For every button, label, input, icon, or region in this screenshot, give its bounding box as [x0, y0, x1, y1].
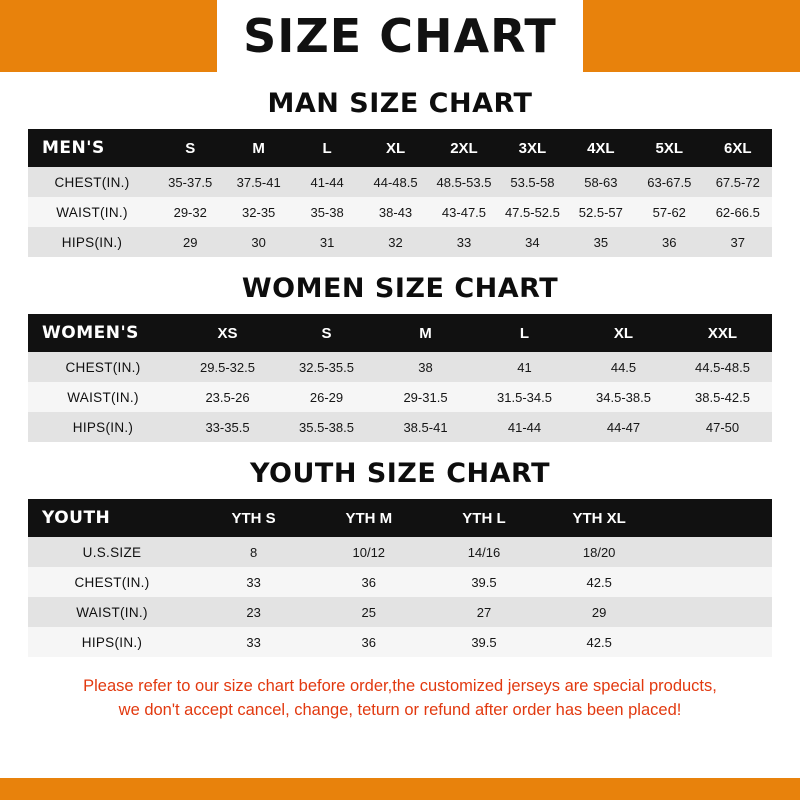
- content: [0, 88, 800, 723]
- section-title-men: MAN SIZE CHART: [267, 88, 533, 119]
- youth-waist-l: 27: [426, 597, 541, 627]
- youth-row-waist-label: WAIST(IN.): [28, 597, 196, 627]
- women-header-m: M: [376, 314, 475, 352]
- women-waist-xxl: 38.5-42.5: [673, 382, 772, 412]
- youth-chest-s: 33: [196, 567, 311, 597]
- youth-ussize-blank: [657, 537, 772, 567]
- header-band-right-edge: [774, 0, 800, 72]
- men-hips-3xl: 34: [498, 227, 566, 257]
- women-waist-s: 26-29: [277, 382, 376, 412]
- table-row: [28, 597, 772, 627]
- women-hips-xl: 44-47: [574, 412, 673, 442]
- youth-row-ussize-label: U.S.SIZE: [28, 537, 196, 567]
- men-hips-l: 31: [293, 227, 361, 257]
- youth-waist-xl: 29: [542, 597, 657, 627]
- bottom-band: [0, 778, 800, 800]
- women-chest-s: 32.5-35.5: [277, 352, 376, 382]
- men-chest-4xl: 58-63: [567, 167, 635, 197]
- men-chest-xl: 44-48.5: [361, 167, 429, 197]
- women-waist-xs: 23.5-26: [178, 382, 277, 412]
- men-header-l: L: [293, 129, 361, 167]
- youth-header-blank: [657, 499, 772, 537]
- men-waist-xl: 38-43: [361, 197, 429, 227]
- youth-hips-blank: [657, 627, 772, 657]
- youth-hips-m: 36: [311, 627, 426, 657]
- youth-size-table: [28, 499, 772, 657]
- women-hips-m: 38.5-41: [376, 412, 475, 442]
- section-title-youth: YOUTH SIZE CHART: [249, 458, 551, 489]
- youth-waist-m: 25: [311, 597, 426, 627]
- women-hips-l: 41-44: [475, 412, 574, 442]
- men-table-body: [28, 167, 772, 257]
- men-header-4xl: 4XL: [567, 129, 635, 167]
- men-waist-s: 29-32: [156, 197, 224, 227]
- footer-note-line-2: we don't accept cancel, change, teturn or refund after order has been placed!: [118, 700, 682, 719]
- women-table-body: [28, 352, 772, 442]
- youth-ussize-xl: 18/20: [542, 537, 657, 567]
- table-header-row: [28, 314, 772, 352]
- women-header-xl: XL: [574, 314, 673, 352]
- table-row: [28, 412, 772, 442]
- men-chest-5xl: 63-67.5: [635, 167, 703, 197]
- youth-waist-blank: [657, 597, 772, 627]
- women-header-xxl: XXL: [673, 314, 772, 352]
- youth-header-xl: YTH XL: [542, 499, 657, 537]
- women-table-header: [28, 314, 772, 352]
- women-header-s: S: [277, 314, 376, 352]
- men-header-s: S: [156, 129, 224, 167]
- footer-note-line-1: Please refer to our size chart before order,the customized jerseys are special products,: [83, 677, 717, 695]
- table-row: [28, 227, 772, 257]
- men-row-chest-label: CHEST(IN.): [28, 167, 156, 197]
- header-band: [0, 0, 800, 72]
- men-waist-5xl: 57-62: [635, 197, 703, 227]
- youth-header-s: YTH S: [196, 499, 311, 537]
- youth-table-header: [28, 499, 772, 537]
- youth-chest-blank: [657, 567, 772, 597]
- footer-note: [28, 675, 772, 723]
- men-row-waist-label: WAIST(IN.): [28, 197, 156, 227]
- women-chest-l: 41: [475, 352, 574, 382]
- youth-ussize-m: 10/12: [311, 537, 426, 567]
- youth-ussize-s: 8: [196, 537, 311, 567]
- men-header-label: MEN'S: [28, 129, 156, 167]
- men-table-header: [28, 129, 772, 167]
- women-chest-xl: 44.5: [574, 352, 673, 382]
- men-hips-s: 29: [156, 227, 224, 257]
- table-row: [28, 567, 772, 597]
- men-chest-2xl: 48.5-53.5: [430, 167, 498, 197]
- table-row: [28, 382, 772, 412]
- youth-row-hips-label: HIPS(IN.): [28, 627, 196, 657]
- table-row: [28, 197, 772, 227]
- women-chest-xs: 29.5-32.5: [178, 352, 277, 382]
- women-row-chest-label: CHEST(IN.): [28, 352, 178, 382]
- men-header-5xl: 5XL: [635, 129, 703, 167]
- men-header-m: M: [224, 129, 292, 167]
- men-header-2xl: 2XL: [430, 129, 498, 167]
- men-hips-4xl: 35: [567, 227, 635, 257]
- table-row: [28, 167, 772, 197]
- women-chest-xxl: 44.5-48.5: [673, 352, 772, 382]
- men-chest-m: 37.5-41: [224, 167, 292, 197]
- table-header-row: [28, 499, 772, 537]
- men-row-hips-label: HIPS(IN.): [28, 227, 156, 257]
- men-chest-6xl: 67.5-72: [704, 167, 773, 197]
- men-size-table: [28, 129, 772, 257]
- men-chest-l: 41-44: [293, 167, 361, 197]
- men-waist-3xl: 47.5-52.5: [498, 197, 566, 227]
- youth-hips-s: 33: [196, 627, 311, 657]
- women-header-l: L: [475, 314, 574, 352]
- men-chest-s: 35-37.5: [156, 167, 224, 197]
- women-row-hips-label: HIPS(IN.): [28, 412, 178, 442]
- youth-row-chest-label: CHEST(IN.): [28, 567, 196, 597]
- men-waist-l: 35-38: [293, 197, 361, 227]
- youth-header-label: YOUTH: [28, 499, 196, 537]
- women-header-xs: XS: [178, 314, 277, 352]
- table-row: [28, 627, 772, 657]
- men-waist-2xl: 43-47.5: [430, 197, 498, 227]
- women-chest-m: 38: [376, 352, 475, 382]
- table-row: [28, 537, 772, 567]
- men-waist-6xl: 62-66.5: [704, 197, 773, 227]
- women-waist-xl: 34.5-38.5: [574, 382, 673, 412]
- youth-chest-m: 36: [311, 567, 426, 597]
- page-title: SIZE CHART: [217, 0, 583, 72]
- men-header-6xl: 6XL: [704, 129, 773, 167]
- youth-header-l: YTH L: [426, 499, 541, 537]
- youth-hips-l: 39.5: [426, 627, 541, 657]
- women-size-table: [28, 314, 772, 442]
- table-header-row: [28, 129, 772, 167]
- women-waist-m: 29-31.5: [376, 382, 475, 412]
- men-header-3xl: 3XL: [498, 129, 566, 167]
- men-hips-6xl: 37: [704, 227, 773, 257]
- youth-chest-xl: 42.5: [542, 567, 657, 597]
- women-header-label: WOMEN'S: [28, 314, 178, 352]
- men-hips-5xl: 36: [635, 227, 703, 257]
- youth-table-body: [28, 537, 772, 657]
- youth-header-m: YTH M: [311, 499, 426, 537]
- men-hips-m: 30: [224, 227, 292, 257]
- women-hips-s: 35.5-38.5: [277, 412, 376, 442]
- women-hips-xs: 33-35.5: [178, 412, 277, 442]
- youth-ussize-l: 14/16: [426, 537, 541, 567]
- youth-waist-s: 23: [196, 597, 311, 627]
- youth-hips-xl: 42.5: [542, 627, 657, 657]
- table-row: [28, 352, 772, 382]
- women-hips-xxl: 47-50: [673, 412, 772, 442]
- men-header-xl: XL: [361, 129, 429, 167]
- men-waist-m: 32-35: [224, 197, 292, 227]
- men-chest-3xl: 53.5-58: [498, 167, 566, 197]
- men-hips-2xl: 33: [430, 227, 498, 257]
- men-waist-4xl: 52.5-57: [567, 197, 635, 227]
- women-row-waist-label: WAIST(IN.): [28, 382, 178, 412]
- women-waist-l: 31.5-34.5: [475, 382, 574, 412]
- section-title-women: WOMEN SIZE CHART: [241, 273, 559, 304]
- men-hips-xl: 32: [361, 227, 429, 257]
- youth-chest-l: 39.5: [426, 567, 541, 597]
- header-band-left-edge: [0, 0, 26, 72]
